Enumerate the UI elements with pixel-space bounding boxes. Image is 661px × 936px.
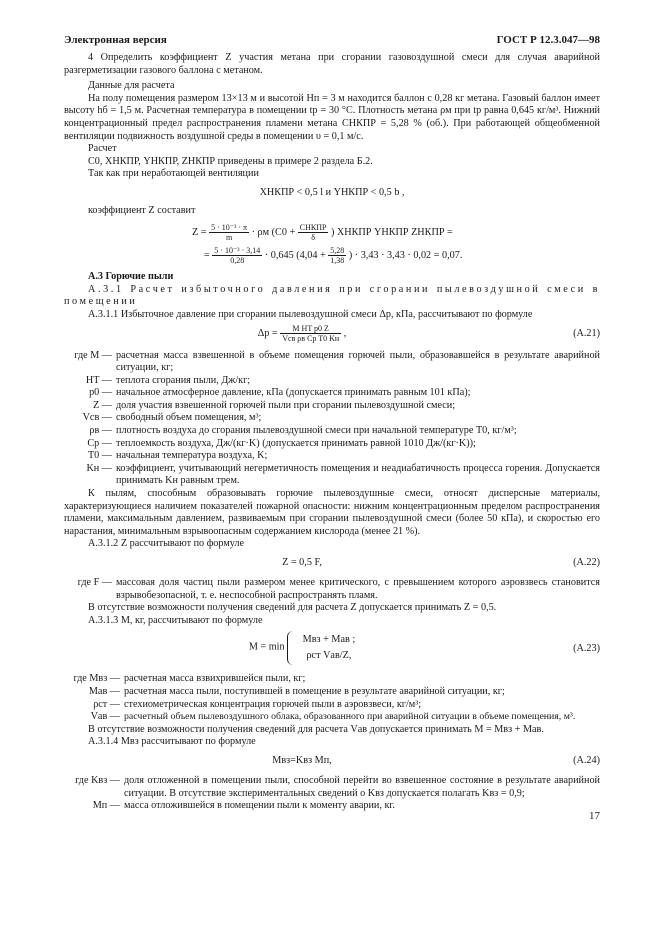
eq22-body: Z = 0,5 F,	[282, 557, 322, 568]
z2-fraction-2: $\frac{5,28}{1,38}$	[330, 246, 345, 266]
z2-term-c: ) · 3,43 · 3,43 · 0,02 = 0,07.	[348, 249, 463, 261]
input-data-text: На полу помещения размером 13×13 м и высотой Hп = 3 м находится баллон с 0,28 кг метана. Газовый баллон имеет высоту hб = 1,5 м. Расчетная температура в помещении tр = 30 °С. Плотность метана ρм при tр равна 0,645 кг/м³. Нижний концентрационный предел распространения пламени метана CНКПР = 5,28 % (об.). При работающей общеобменной вентиляции подвижность воздушной среды в помещении υ = 0,1 м/с.	[64, 92, 600, 142]
def-text: массовая доля частиц пыли размером менее критического, с превышением которого аэровзвесь становится взрывобезопасной, т. е. неспособной распространять пламя.	[116, 577, 600, 601]
def-symbol: Z —	[93, 399, 112, 411]
def-text: расчетная масса взвихрившейся пыли, кг;	[124, 673, 306, 685]
equation-a21: Δp = $\frac{\text{M HT p0 Z}}{\text{Vсв ρв Cp T0 Kн}}$ , (А.21)	[257, 323, 600, 343]
eq22-number: (А.22)	[573, 557, 600, 568]
vav-note: В отсутствие возможности получения сведений для расчета Vав допускается принимать M = Mвз + Mав.	[88, 723, 544, 735]
subsection-a31: А.3.1 Расчет избыточного давления при сгорании пылевоздушной смеси в помещении	[64, 283, 600, 308]
eq23-number: (А.23)	[573, 643, 600, 655]
page-header	[64, 34, 600, 52]
def-text: плотность воздуха до сгорания пылевоздушной смеси при начальной температуре T0, кг/м³;	[116, 425, 517, 437]
z-formula-line-2	[204, 246, 600, 265]
clause-a311: А.3.1.1 Избыточное давление при сгорании пылевоздушной смеси Δp, кПа, рассчитывают по формуле	[88, 308, 533, 320]
def-text: теплоемкость воздуха, Дж/(кг·K) (допускается принимать равной 1010 Дж/(кг·K));	[116, 437, 476, 449]
eq23-case-2: ρст Vав/Z,	[306, 650, 352, 662]
section-heading: А.3 Горючие пыли	[88, 271, 174, 283]
def-text: расчетная масса взвешенной в объеме помещения горючей пыли, образовавшейся в результате аварийной ситуации, кг;	[116, 349, 600, 374]
definitions-a24	[64, 775, 600, 813]
eq21-number: (А.21)	[573, 327, 600, 339]
def-symbol: где Kвз —	[75, 774, 120, 786]
z2-term-b: · 0,645 (4,04 +	[264, 249, 326, 261]
def-text: коэффициент, учитывающий негерметичность помещения и неадиабатичность процесса горения. Допускается принимать Kн равным трем.	[116, 462, 600, 487]
z-fraction-1: $\frac{\text{5 · 10⁻³ · π}}{m}$	[211, 223, 248, 243]
z-term-c: ) XНКПР YНКПР ZНКПР =	[330, 226, 453, 238]
dust-paragraph: К пылям, способным образовывать горючие пылевоздушные смеси, относят дисперсные материалы, характеризующиеся наличием показателей пожарной опасности: нижним концентрационным пределом распространения пламени, максимальным давлением, развиваемым при сгорании пылевоздушной смеси (более 50 кПа), и скоростью его нарастания, минимальным взрывоопасным содержанием кислорода (менее 21 %).	[64, 488, 600, 537]
clause-a312: А.3.1.2 Z рассчитывают по формуле	[88, 538, 245, 550]
coef-text: коэффициент Z составит	[88, 204, 196, 216]
def-text: стехиометрическая концентрация горючей пыли в аэровзвеси, кг/м³;	[124, 698, 422, 710]
def-symbol: T0 —	[87, 450, 112, 462]
def-text: свободный объем помещения, м³;	[116, 412, 262, 424]
z-fraction-2: $\frac{\text{CНКПР}}{\delta}$	[299, 223, 327, 243]
def-text: доля отложенной в помещении пыли, способной перейти во взвешенное состояние в результате аварийной ситуации. В отсутствие экспериментальных сведений о Kвз допускается полагать Kвз = 0,9;	[124, 774, 600, 799]
header-electronic-version: Электронная версия	[64, 34, 167, 46]
z-formula-line-1	[192, 223, 600, 242]
def-symbol: HT —	[85, 374, 112, 386]
equation-a22	[64, 551, 600, 577]
def-text: масса отложившейся в помещении пыли к моменту аварии, кг.	[124, 800, 395, 812]
eq23-case-1: Mвз + Mав ;	[302, 634, 356, 646]
definitions-a21	[64, 350, 600, 489]
def-symbol: Vсв —	[82, 412, 112, 424]
brace-icon	[287, 631, 294, 665]
input-data-heading: Данные для расчета	[88, 80, 175, 92]
def-symbol: где Mвз —	[73, 673, 120, 685]
equation-a23	[64, 627, 600, 673]
def-text: расчетная масса пыли, поступившей в помещение в результате аварийной ситуации, кг;	[124, 685, 505, 697]
def-text: теплота сгорания пыли, Дж/кг;	[116, 374, 251, 386]
def-symbol: Mп —	[92, 800, 120, 812]
calc-reference: C0, XНКПР, YНКПР, ZНКПР приведены в примере 2 раздела Б.2.	[88, 155, 373, 167]
def-symbol: Cp —	[87, 437, 112, 449]
calc-heading: Расчет	[88, 143, 117, 155]
page-number: 17	[589, 810, 600, 822]
header-standard-id: ГОСТ Р 12.3.047—98	[496, 34, 600, 46]
def-symbol: Kн —	[86, 462, 112, 474]
def-symbol: Vав —	[90, 711, 120, 723]
eq24-body: Mвз=Kвз Mп,	[272, 754, 332, 766]
def-symbol: ρст —	[93, 698, 120, 710]
def-symbol: где M —	[74, 349, 112, 361]
def-symbol: Mав —	[88, 685, 120, 697]
z2-fraction-1: $\frac{\text{5 · 10⁻³ · 3,14}}{0,28}$	[214, 246, 261, 266]
def-symbol: где F —	[77, 577, 112, 588]
eq23-lhs: M = min	[248, 642, 285, 654]
eq23-cases	[303, 632, 356, 664]
definitions-a23	[64, 673, 600, 723]
condition-formula: XНКПР < 0,5 l и YНКПР < 0,5 b ,	[259, 186, 405, 198]
z-default-note: В отсутствие возможности получения сведений для расчета Z допускается принимать Z = 0,5.	[88, 602, 497, 614]
eq21-lhs: Δp =	[257, 327, 278, 339]
def-text: расчетный объем пылевоздушного облака, образованного при аварийной ситуации в объеме помещения, м³.	[124, 711, 576, 723]
def-text: начальная температура воздуха, K;	[116, 450, 268, 462]
z-term-b: · ρм (C0 +	[251, 226, 296, 238]
clause-a314: А.3.1.4 Mвз рассчитывают по формуле	[88, 736, 256, 748]
eq21-fraction: $\frac{\text{M HT p0 Z}}{\text{Vсв ρв Cp T0 Kн}}$	[282, 323, 340, 343]
z-lhs: Z =	[192, 226, 207, 238]
def-symbol: p0 —	[89, 387, 112, 399]
eq24-number: (А.24)	[573, 754, 600, 766]
def-symbol: ρв —	[89, 425, 112, 437]
definitions-a22	[64, 577, 600, 602]
task-4: 4 Определить коэффициент Z участия метана при сгорании газовоздушной смеси для случая аварийной разгерметизации газового баллона с метаном.	[64, 52, 600, 76]
def-text: начальное атмосферное давление, кПа (допускается принимать равным 101 кПа);	[116, 387, 471, 399]
z2-lhs: =	[204, 249, 210, 261]
document-page	[64, 34, 600, 813]
clause-a313: А.3.1.3 M, кг, рассчитывают по формуле	[88, 614, 263, 626]
equation-a24	[64, 749, 600, 775]
def-text: доля участия взвешенной горючей пыли при сгорании пылевоздушной смеси;	[116, 399, 456, 411]
ventilation-text: Так как при неработающей вентиляции	[88, 168, 259, 180]
